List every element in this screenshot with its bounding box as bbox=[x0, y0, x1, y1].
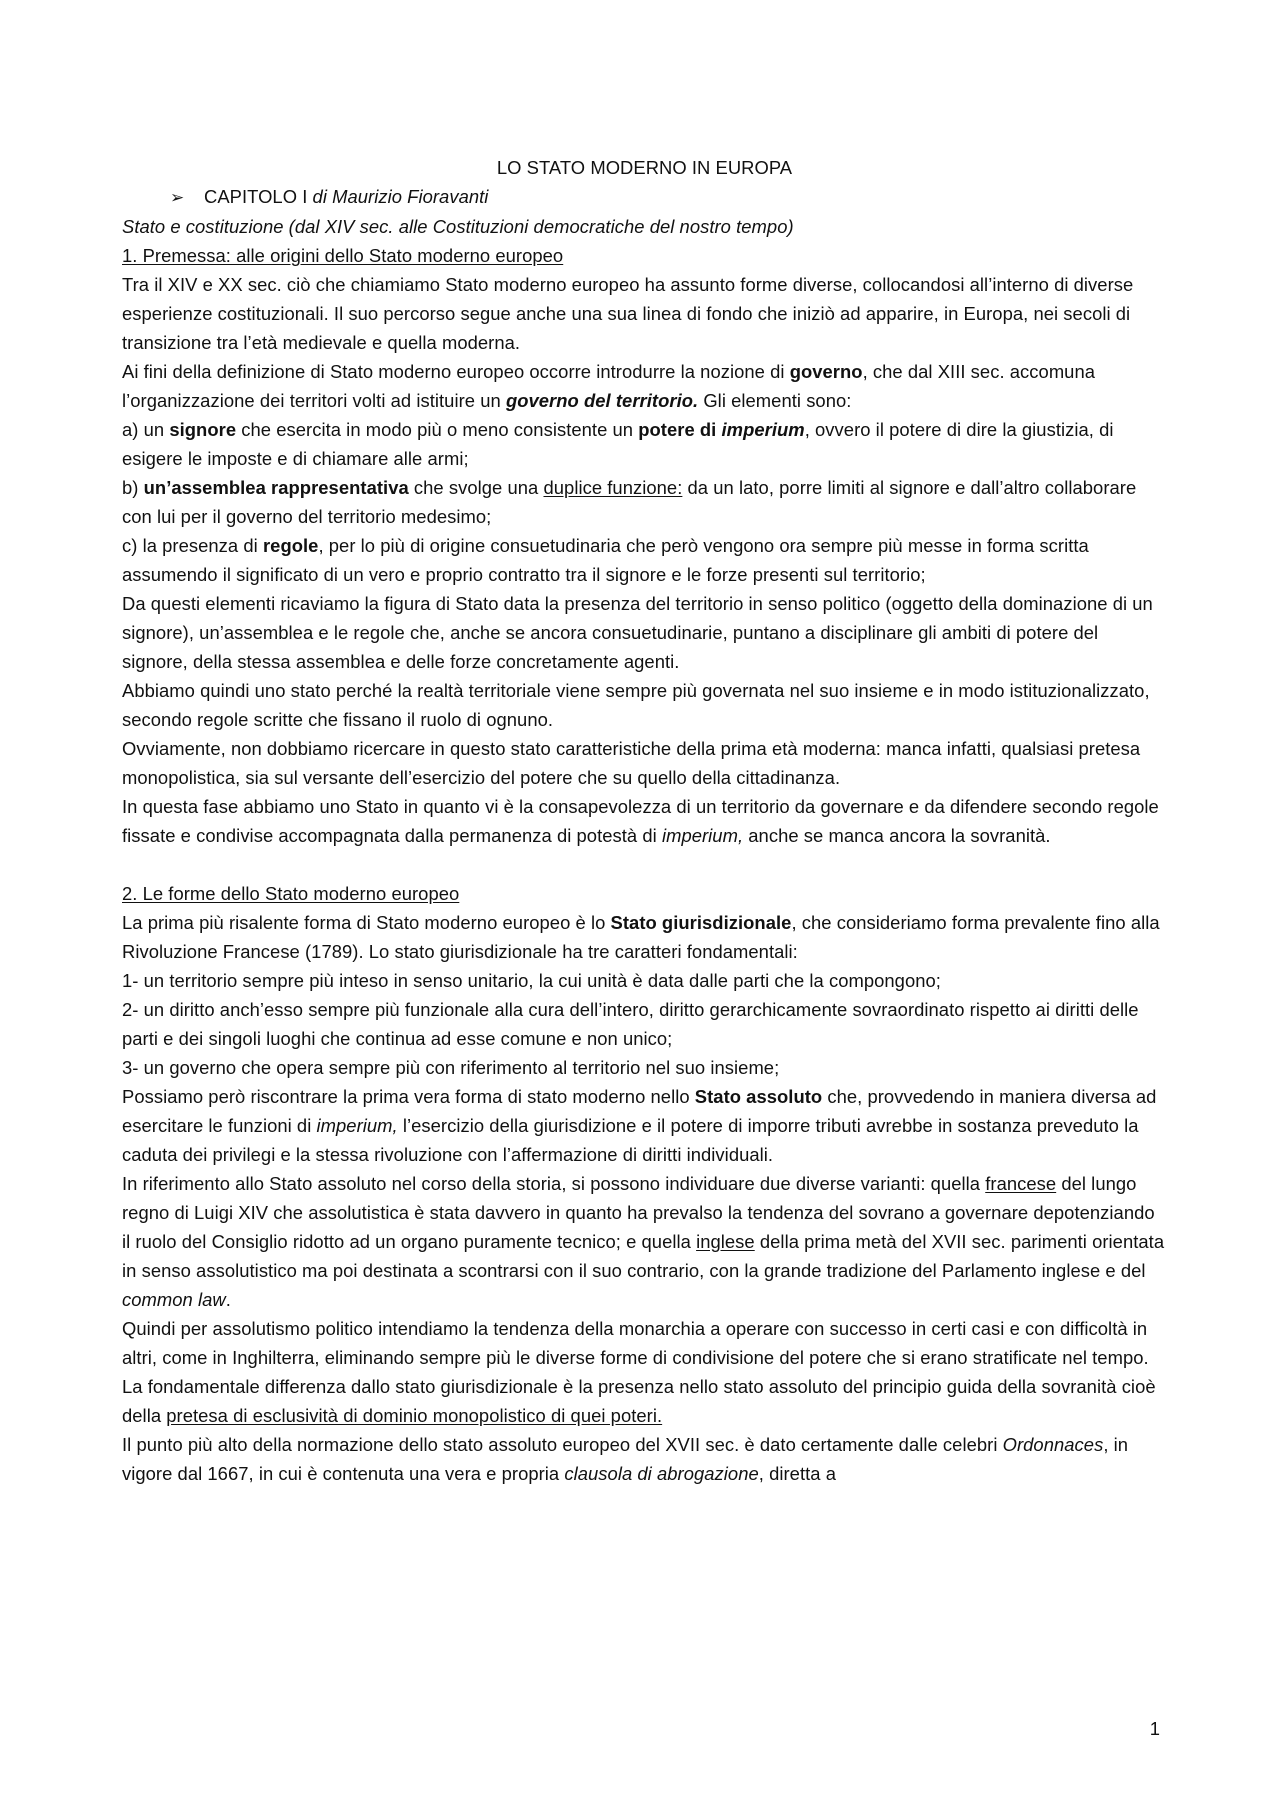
paragraph: Il punto più alto della normazione dello stato assoluto europeo del XVII sec. è dato certamente dalle celebri Ordonnaces, in vigore dal 1667, in cui è contenuta una vera e propria clausola di abrogazione, diretta a bbox=[122, 1434, 1129, 1484]
paragraph: Ai fini della definizione di Stato moderno europeo occorre introdurre la nozione di governo, che dal XIII sec. accomuna l’organizzazione dei territori volti ad istituire un governo del territorio. Gli elementi sono: bbox=[122, 361, 1096, 411]
blank-line bbox=[122, 850, 1167, 879]
chapter-author: di Maurizio Fioravanti bbox=[312, 186, 489, 207]
chapter-line bbox=[122, 182, 1167, 212]
list-item-b: b) un’assemblea rappresentativa che svolge una duplice funzione: da un lato, porre limiti al signore e dall’altro collaborare con lui per il governo del territorio medesimo; bbox=[122, 477, 1137, 527]
paragraph: La prima più risalente forma di Stato moderno europeo è lo Stato giurisdizionale, che consideriamo forma prevalente fino alla Rivoluzione Francese (1789). Lo stato giurisdizionale ha tre caratteri fondamentali: bbox=[122, 912, 1160, 962]
section-1-heading: 1. Premessa: alle origini dello Stato moderno europeo bbox=[122, 245, 564, 266]
paragraph: La fondamentale differenza dallo stato giurisdizionale è la presenza nello stato assoluto del principio guida della sovranità cioè della pretesa di esclusività di dominio monopolistico di quei poteri. bbox=[122, 1376, 1156, 1426]
list-item-a: a) un signore che esercita in modo più o meno consistente un potere di imperium, ovvero il potere di dire la giustizia, di esigere le imposte e di chiamare alle armi; bbox=[122, 419, 1114, 469]
numbered-item: 2- un diritto anch’esso sempre più funzionale alla cura dell’intero, diritto gerarchicamente sovraordinato rispetto ai diritti delle parti e dei singoli luoghi che continua ad esse comune e non unico; bbox=[122, 999, 1139, 1049]
paragraph: Ovviamente, non dobbiamo ricercare in questo stato caratteristiche della prima età moderna: manca infatti, qualsiasi pretesa monopolistica, sia sul versante dell’esercizio del potere che su quello della cittadinanza. bbox=[122, 738, 1141, 788]
numbered-item: 3- un governo che opera sempre più con riferimento al territorio nel suo insieme; bbox=[122, 1057, 780, 1078]
paragraph: In questa fase abbiamo uno Stato in quanto vi è la consapevolezza di un territorio da governare e da difendere secondo regole fissate e condivise accompagnata dalla permanenza di potestà di imperium, anche se manca ancora la sovranità. bbox=[122, 796, 1159, 846]
paragraph: In riferimento allo Stato assoluto nel corso della storia, si possono individuare due diverse varianti: quella francese del lungo regno di Luigi XIV che assolutistica è stata davvero in quanto ha prevalso la tendenza del sovrano a governare depotenziando il ruolo del Consiglio ridotto ad un organo puramente tecnico; e quella inglese della prima metà del XVII sec. parimenti orientata in senso assolutistico ma poi destinata a scontrarsi con il suo contrario, con la grande tradizione del Parlamento inglese e del common law. bbox=[122, 1173, 1165, 1310]
paragraph: Abbiamo quindi uno stato perché la realtà territoriale viene sempre più governata nel suo insieme e in modo istituzionalizzato, secondo regole scritte che fissano il ruolo di ognuno. bbox=[122, 680, 1150, 730]
arrow-bullet-icon: ➢ bbox=[170, 188, 185, 207]
page-number: 1 bbox=[1149, 1718, 1160, 1739]
paragraph: Possiamo però riscontrare la prima vera forma di stato moderno nello Stato assoluto che, provvedendo in maniera diversa ad esercitare le funzioni di imperium, l’esercizio della giurisdizione e il potere di imporre tributi avrebbe in sostanza preveduto la caduta dei privilegi e la stessa rivoluzione con l’affermazione di diritti individuali. bbox=[122, 1086, 1157, 1165]
numbered-item: 1- un territorio sempre più inteso in senso unitario, la cui unità è data dalle parti che la compongono; bbox=[122, 970, 941, 991]
document-subtitle: Stato e costituzione (dal XIV sec. alle Costituzioni democratiche del nostro tempo) bbox=[122, 216, 794, 237]
paragraph: Quindi per assolutismo politico intendiamo la tendenza della monarchia a operare con successo in certi casi e con difficoltà in altri, come in Inghilterra, eliminando sempre più le diverse forme di condivisione del potere che si erano stratificate nel tempo. bbox=[122, 1318, 1149, 1368]
paragraph: Tra il XIV e XX sec. ciò che chiamiamo Stato moderno europeo ha assunto forme diverse, collocandosi all’interno di diverse esperienze costituzionali. Il suo percorso segue anche una sua linea di fondo che iniziò ad apparire, in Europa, nei secoli di transizione tra l’età medievale e quella moderna. bbox=[122, 274, 1134, 353]
section-2-heading: 2. Le forme dello Stato moderno europeo bbox=[122, 883, 460, 904]
list-item-c: c) la presenza di regole, per lo più di origine consuetudinaria che però vengono ora sempre più messe in forma scritta assumendo il significato di un vero e proprio contratto tra il signore e le forze presenti sul territorio; bbox=[122, 535, 1089, 585]
document-body bbox=[122, 153, 1167, 1488]
document-title: LO STATO MODERNO IN EUROPA bbox=[496, 157, 793, 178]
paragraph: Da questi elementi ricaviamo la figura di Stato data la presenza del territorio in senso politico (oggetto della dominazione di un signore), un’assemblea e le regole che, anche se ancora consuetudinarie, puntano a disciplinare gli ambiti di potere del signore, della stessa assemblea e delle forze concretamente agenti. bbox=[122, 593, 1153, 672]
chapter-label: CAPITOLO I bbox=[204, 186, 313, 207]
